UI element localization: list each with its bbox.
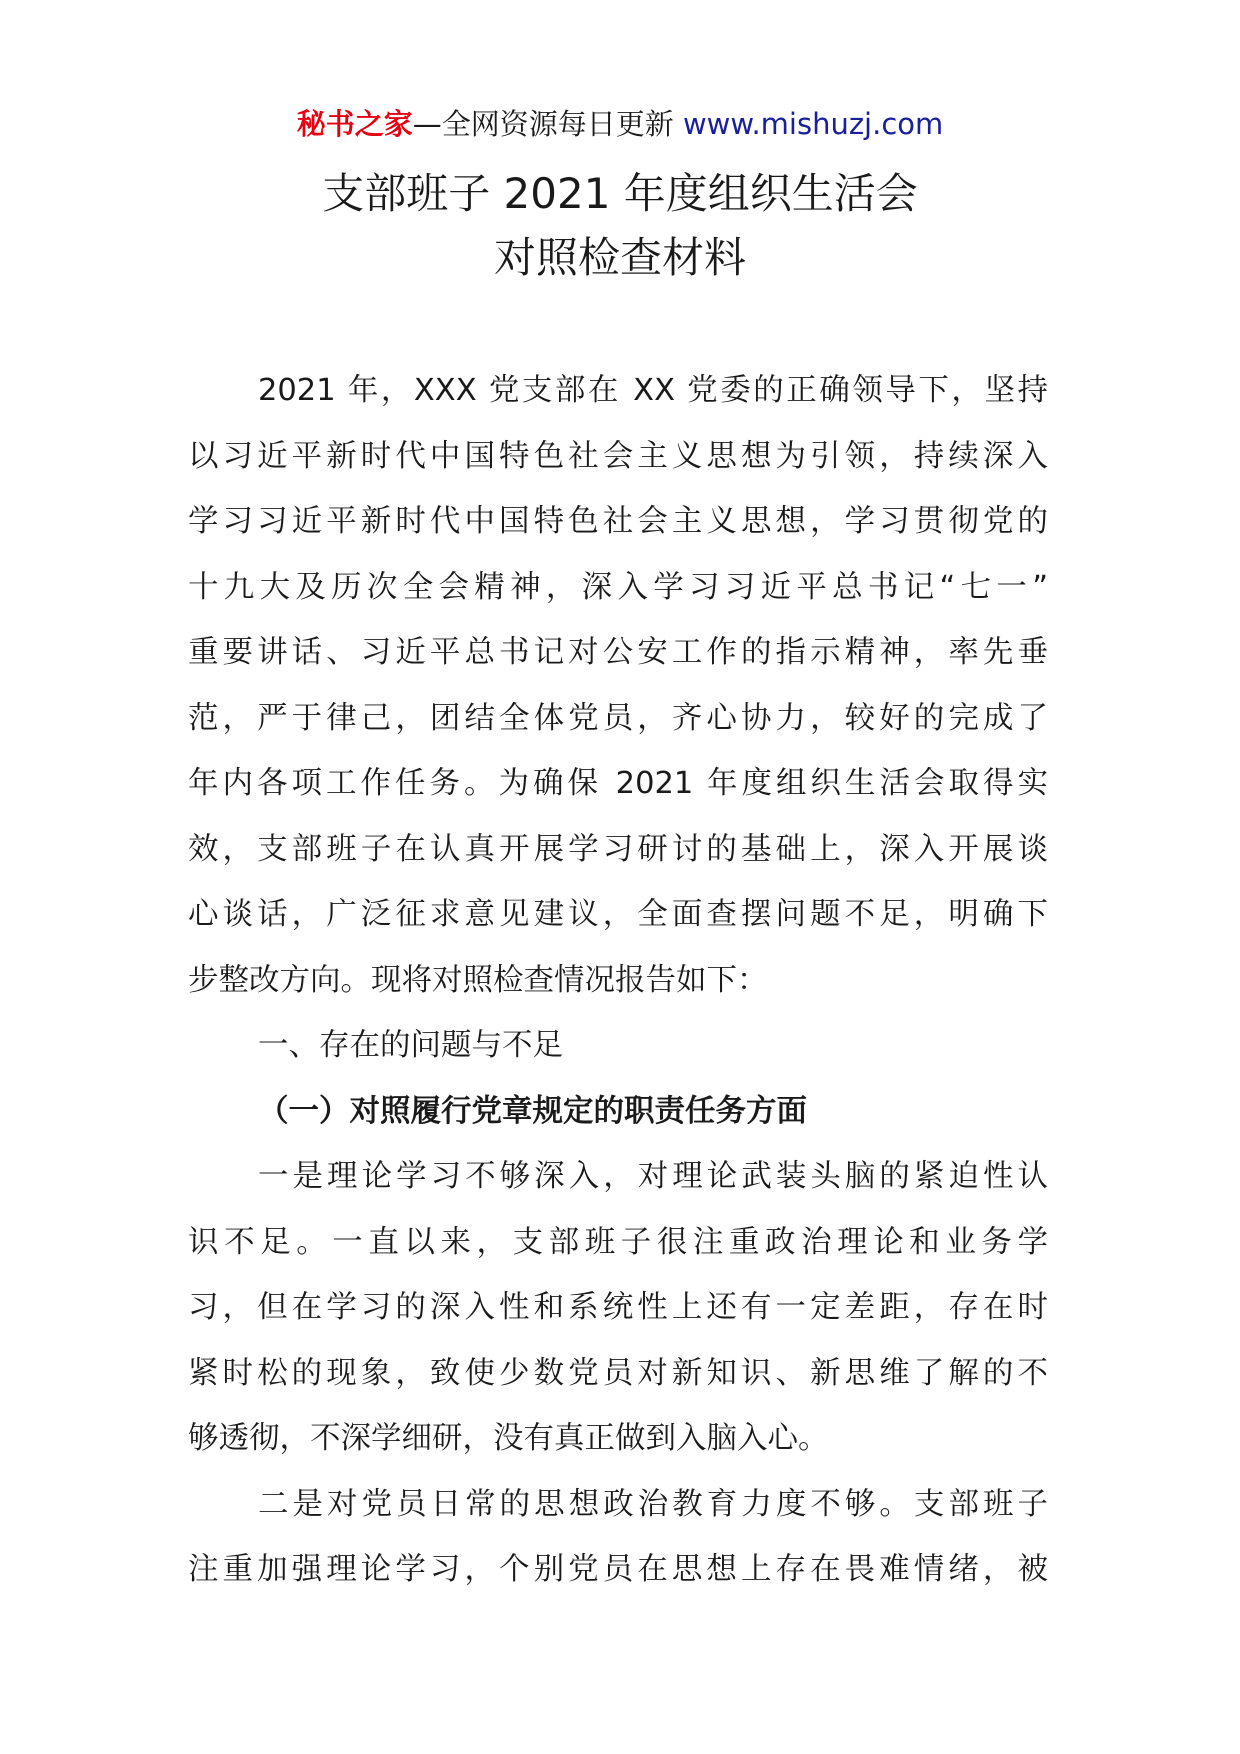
document-body: [188, 358, 1048, 1603]
paragraph-line: 心谈话，广泛征求意见建议，全面查摆问题不足，明确下: [188, 897, 1048, 932]
paragraph-line: 学习习近平新时代中国特色社会主义思想，学习贯彻党的: [188, 504, 1048, 539]
paragraph-line: 重要讲话、习近平总书记对公安工作的指示精神，率先垂: [188, 635, 1048, 670]
brand-name: 秘书之家: [296, 107, 413, 141]
paragraph-line: 效，支部班子在认真开展学习研讨的基础上，深入开展谈: [188, 831, 1048, 867]
header-banner: [0, 104, 1240, 144]
paragraph-line: 以习近平新时代中国特色社会主义思想为引领，持续深入: [188, 438, 1048, 474]
section-heading: 一、存在的问题与不足: [258, 1028, 563, 1063]
paragraph-line: 习，但在学习的深入性和系统性上还有一定差距，存在时: [188, 1290, 1048, 1325]
paragraph-line: 识不足。一直以来，支部班子很注重政治理论和业务学: [188, 1224, 1048, 1260]
subsection-heading: （一）对照履行党章规定的职责任务方面: [258, 1093, 807, 1129]
paragraph-line: 够透彻，不深学细研，没有真正做到入脑入心。: [188, 1421, 829, 1456]
paragraph-line: 注重加强理论学习，个别党员在思想上存在畏难情绪，被: [188, 1552, 1048, 1587]
banner-tagline: —全网资源每日更新: [412, 107, 683, 141]
paragraph-line: 步整改方向。现将对照检查情况报告如下：: [188, 962, 768, 998]
paragraph-line: 紧时松的现象，致使少数党员对新知识、新思维了解的不: [188, 1355, 1048, 1391]
paragraph-line: 十九大及历次全会精神，深入学习习近平总书记“七一”: [188, 569, 1048, 605]
site-url-link[interactable]: www.mishuzj.com: [682, 107, 944, 141]
paragraph-line: 二是对党员日常的思想政治教育力度不够。支部班子: [258, 1486, 1048, 1522]
paragraph-line: 一是理论学习不够深入，对理论武装头脑的紧迫性认: [258, 1159, 1048, 1194]
paragraph-line: 2021 年，XXX 党支部在 XX 党委的正确领导下，坚持: [258, 373, 1048, 408]
paragraph-line: 范，严于律己，团结全体党员，齐心协力，较好的完成了: [188, 700, 1048, 736]
document-title-line-1: 支部班子 2021 年度组织生活会: [322, 169, 918, 218]
paragraph-line: 年内各项工作任务。为确保 2021 年度组织生活会取得实: [188, 766, 1048, 801]
document-title-line-2: 对照检查材料: [493, 233, 746, 282]
